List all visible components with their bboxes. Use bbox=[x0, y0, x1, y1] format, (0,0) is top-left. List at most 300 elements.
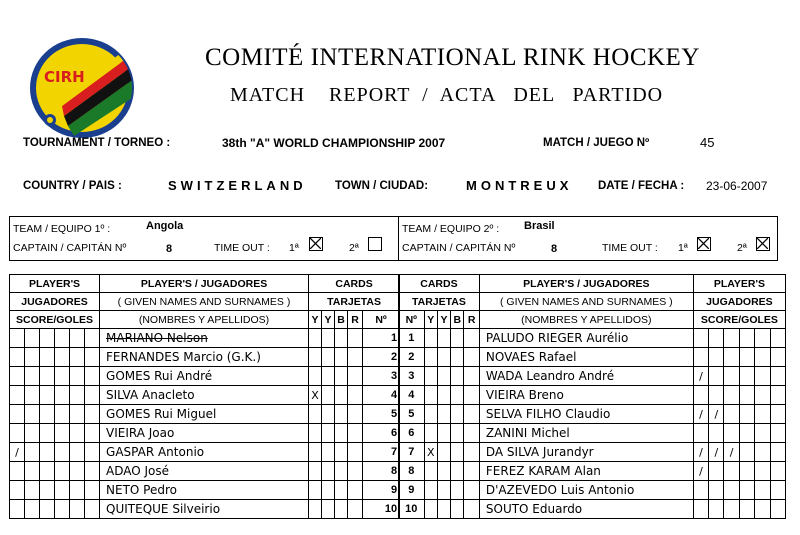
goal-mark-cell bbox=[70, 329, 85, 348]
player-number: 10 bbox=[399, 500, 425, 519]
card-mark-cell bbox=[335, 443, 348, 462]
player-name: WADA Leandro André bbox=[479, 367, 693, 386]
nombres-header: (NOMBRES Y APELLIDOS) bbox=[479, 311, 693, 329]
goal-mark-cell bbox=[709, 348, 724, 367]
card-mark-cell bbox=[322, 367, 335, 386]
card-mark-cell bbox=[335, 386, 348, 405]
player-number: 9 bbox=[399, 481, 425, 500]
goal-mark-cell bbox=[40, 500, 55, 519]
card-mark-cell bbox=[348, 424, 363, 443]
table-row bbox=[10, 443, 400, 462]
goal-mark-cell bbox=[755, 462, 770, 481]
goal-mark-cell bbox=[70, 386, 85, 405]
team2-timeout-second-checkbox[interactable] bbox=[756, 237, 770, 251]
cards-header: CARDS bbox=[399, 275, 480, 293]
card-mark-cell bbox=[309, 424, 322, 443]
goal-mark-cell bbox=[739, 405, 754, 424]
number-header: Nº bbox=[399, 311, 425, 329]
goal-mark-cell bbox=[755, 443, 770, 462]
player-number: 5 bbox=[399, 405, 425, 424]
goal-mark-cell bbox=[770, 443, 785, 462]
cards-header: CARDS bbox=[309, 275, 400, 293]
cirh-logo bbox=[28, 36, 136, 140]
card-mark-cell bbox=[451, 405, 464, 424]
goal-mark-cell: / bbox=[693, 405, 708, 424]
team2-players-table bbox=[398, 274, 786, 519]
card-y2-header: Y bbox=[437, 311, 450, 329]
card-mark-cell bbox=[335, 462, 348, 481]
card-mark-cell bbox=[309, 481, 322, 500]
card-mark-cell bbox=[335, 348, 348, 367]
player-number: 3 bbox=[363, 367, 400, 386]
goal-mark-cell bbox=[724, 367, 739, 386]
goal-mark-cell bbox=[55, 367, 70, 386]
card-mark-cell bbox=[424, 424, 437, 443]
goal-mark-cell bbox=[739, 386, 754, 405]
goal-mark-cell: / bbox=[693, 443, 708, 462]
goal-mark-cell bbox=[10, 424, 25, 443]
card-mark-cell bbox=[322, 329, 335, 348]
card-mark-cell bbox=[451, 500, 464, 519]
goal-mark-cell bbox=[755, 405, 770, 424]
player-name bbox=[100, 500, 309, 519]
card-mark-cell bbox=[437, 386, 450, 405]
card-mark-cell bbox=[451, 462, 464, 481]
goal-mark-cell bbox=[25, 443, 40, 462]
score-goles-header: SCORE/GOLES bbox=[10, 311, 100, 329]
card-mark-cell bbox=[464, 424, 479, 443]
card-mark-cell bbox=[451, 443, 464, 462]
team2-captain-label: CAPTAIN / CAPITÁN Nº bbox=[402, 242, 516, 254]
goal-mark-cell bbox=[85, 329, 100, 348]
table-row bbox=[10, 367, 400, 386]
card-mark-cell bbox=[348, 329, 363, 348]
goal-mark-cell bbox=[770, 500, 785, 519]
card-mark-cell bbox=[451, 329, 464, 348]
goal-mark-cell bbox=[10, 405, 25, 424]
player-number: 2 bbox=[399, 348, 425, 367]
report-subtitle: MATCH REPORT / ACTA DEL PARTIDO bbox=[230, 84, 664, 106]
card-mark-cell bbox=[309, 462, 322, 481]
table-row bbox=[399, 424, 786, 443]
card-mark-cell bbox=[322, 386, 335, 405]
goal-mark-cell bbox=[755, 329, 770, 348]
player-number: 7 bbox=[363, 443, 400, 462]
goal-mark-cell bbox=[693, 500, 708, 519]
goal-mark-cell bbox=[755, 367, 770, 386]
goal-mark-cell bbox=[70, 424, 85, 443]
player-number: 8 bbox=[363, 462, 400, 481]
card-mark-cell bbox=[451, 348, 464, 367]
team2-timeout-first-checkbox[interactable] bbox=[697, 237, 711, 251]
card-mark-cell bbox=[335, 500, 348, 519]
team1-second-label: 2ª bbox=[349, 242, 359, 254]
card-mark-cell bbox=[464, 367, 479, 386]
goal-mark-cell bbox=[25, 405, 40, 424]
goal-mark-cell: / bbox=[10, 443, 25, 462]
tarjetas-header: TARJETAS bbox=[309, 293, 400, 311]
goal-mark-cell bbox=[755, 481, 770, 500]
goal-mark-cell bbox=[724, 500, 739, 519]
goal-mark-cell bbox=[693, 329, 708, 348]
table-row bbox=[10, 386, 400, 405]
goal-mark-cell bbox=[10, 500, 25, 519]
goal-mark-cell bbox=[85, 386, 100, 405]
goal-mark-cell bbox=[85, 405, 100, 424]
goal-mark-cell bbox=[739, 462, 754, 481]
goal-mark-cell bbox=[70, 462, 85, 481]
player-name: NOVAES Rafael bbox=[479, 348, 693, 367]
players-header: PLAYER'S bbox=[693, 275, 785, 293]
table-row bbox=[399, 405, 786, 424]
team1-label: TEAM / EQUIPO 1º : bbox=[13, 223, 111, 235]
goal-mark-cell bbox=[55, 462, 70, 481]
tarjetas-header: TARJETAS bbox=[399, 293, 480, 311]
card-mark-cell bbox=[424, 367, 437, 386]
goal-mark-cell bbox=[709, 367, 724, 386]
goal-mark-cell bbox=[739, 424, 754, 443]
team1-first-label: 1ª bbox=[289, 242, 299, 254]
goal-mark-cell: / bbox=[724, 443, 739, 462]
goal-mark-cell bbox=[739, 348, 754, 367]
goal-mark-cell bbox=[10, 386, 25, 405]
player-name-text: QUITEQUE Silveirio bbox=[106, 502, 221, 516]
card-mark-cell bbox=[437, 481, 450, 500]
card-mark-cell bbox=[437, 462, 450, 481]
team1-timeout-label: TIME OUT : bbox=[214, 242, 270, 254]
team2-timeout-label: TIME OUT : bbox=[602, 242, 658, 254]
town-label: TOWN / CIUDAD: bbox=[335, 180, 429, 192]
player-name: D'AZEVEDO Luis Antonio bbox=[479, 481, 693, 500]
goal-mark-cell bbox=[40, 329, 55, 348]
goal-mark-cell bbox=[40, 348, 55, 367]
tournament-value: 38th "A" WORLD CHAMPIONSHIP 2007 bbox=[222, 136, 446, 150]
number-header: Nº bbox=[363, 311, 400, 329]
card-mark-cell bbox=[322, 405, 335, 424]
table-row bbox=[10, 500, 400, 519]
goal-mark-cell bbox=[55, 481, 70, 500]
goal-mark-cell bbox=[55, 424, 70, 443]
card-mark-cell bbox=[348, 367, 363, 386]
card-mark-cell bbox=[309, 405, 322, 424]
goal-mark-cell bbox=[724, 386, 739, 405]
table-row bbox=[10, 329, 400, 348]
team2-captain-value: 8 bbox=[551, 243, 558, 255]
card-mark-cell bbox=[348, 443, 363, 462]
player-name-text: FERNANDES Marcio (G.K.) bbox=[106, 350, 261, 364]
goal-mark-cell bbox=[85, 443, 100, 462]
player-number: 1 bbox=[363, 329, 400, 348]
goal-mark-cell bbox=[724, 424, 739, 443]
goal-mark-cell bbox=[10, 481, 25, 500]
date-label: DATE / FECHA : bbox=[598, 180, 685, 192]
card-mark-cell bbox=[322, 348, 335, 367]
player-name-text: ADAO José bbox=[106, 464, 170, 478]
card-mark-cell bbox=[451, 424, 464, 443]
goal-mark-cell bbox=[724, 348, 739, 367]
player-name-text: GASPAR Antonio bbox=[106, 445, 205, 459]
table-row bbox=[10, 348, 400, 367]
tournament-label: TOURNAMENT / TORNEO : bbox=[23, 137, 171, 149]
player-name: VIEIRA Breno bbox=[479, 386, 693, 405]
player-number: 10 bbox=[363, 500, 400, 519]
goal-mark-cell bbox=[40, 481, 55, 500]
card-mark-cell bbox=[437, 405, 450, 424]
player-name-text: SILVA Anacleto bbox=[106, 388, 195, 402]
table-row bbox=[399, 462, 786, 481]
player-name: FEREZ KARAM Alan bbox=[479, 462, 693, 481]
card-r-header: R bbox=[348, 311, 363, 329]
goal-mark-cell bbox=[709, 386, 724, 405]
goal-mark-cell bbox=[70, 443, 85, 462]
goal-mark-cell bbox=[40, 367, 55, 386]
goal-mark-cell bbox=[724, 481, 739, 500]
team1-players-table bbox=[9, 274, 400, 519]
given-names-header: ( GIVEN NAMES AND SURNAMES ) bbox=[479, 293, 693, 311]
goal-mark-cell bbox=[85, 348, 100, 367]
goal-mark-cell bbox=[739, 367, 754, 386]
card-mark-cell bbox=[335, 424, 348, 443]
card-mark-cell bbox=[464, 462, 479, 481]
town-value: MONTREUX bbox=[466, 178, 573, 193]
goal-mark-cell bbox=[55, 500, 70, 519]
card-mark-cell bbox=[322, 443, 335, 462]
goal-mark-cell bbox=[85, 367, 100, 386]
team1-captain-value: 8 bbox=[166, 243, 173, 255]
org-title: COMITÉ INTERNATIONAL RINK HOCKEY bbox=[205, 44, 700, 71]
table-row bbox=[10, 424, 400, 443]
card-y1-header: Y bbox=[424, 311, 437, 329]
goal-mark-cell bbox=[770, 367, 785, 386]
player-number: 4 bbox=[363, 386, 400, 405]
player-number: 4 bbox=[399, 386, 425, 405]
card-mark-cell bbox=[437, 424, 450, 443]
date-value: 23-06-2007 bbox=[706, 179, 768, 193]
goal-mark-cell bbox=[770, 481, 785, 500]
card-mark-cell bbox=[424, 386, 437, 405]
goal-mark-cell bbox=[739, 329, 754, 348]
player-number: 5 bbox=[363, 405, 400, 424]
goal-mark-cell bbox=[693, 481, 708, 500]
goal-mark-cell bbox=[25, 348, 40, 367]
table-row bbox=[399, 386, 786, 405]
table-row bbox=[10, 481, 400, 500]
goal-mark-cell bbox=[55, 386, 70, 405]
player-number: 6 bbox=[399, 424, 425, 443]
goal-mark-cell bbox=[10, 329, 25, 348]
table-row bbox=[399, 500, 786, 519]
players-header: PLAYER'S bbox=[10, 275, 100, 293]
goal-mark-cell bbox=[755, 386, 770, 405]
card-mark-cell bbox=[464, 386, 479, 405]
goal-mark-cell bbox=[739, 500, 754, 519]
goal-mark-cell bbox=[693, 348, 708, 367]
card-mark-cell bbox=[348, 386, 363, 405]
goal-mark-cell bbox=[70, 405, 85, 424]
goal-mark-cell bbox=[693, 386, 708, 405]
goal-mark-cell: / bbox=[709, 405, 724, 424]
goal-mark-cell bbox=[770, 348, 785, 367]
nombres-header: (NOMBRES Y APELLIDOS) bbox=[100, 311, 309, 329]
goal-mark-cell bbox=[25, 329, 40, 348]
goal-mark-cell bbox=[755, 500, 770, 519]
card-mark-cell: X bbox=[309, 386, 322, 405]
goal-mark-cell bbox=[724, 462, 739, 481]
goal-mark-cell: / bbox=[693, 367, 708, 386]
goal-mark-cell bbox=[709, 500, 724, 519]
player-name: SOUTO Eduardo bbox=[479, 500, 693, 519]
card-mark-cell bbox=[424, 329, 437, 348]
card-mark-cell bbox=[348, 481, 363, 500]
card-y2-header: Y bbox=[322, 311, 335, 329]
goal-mark-cell bbox=[755, 348, 770, 367]
player-name bbox=[100, 348, 309, 367]
goal-mark-cell bbox=[709, 424, 724, 443]
goal-mark-cell: / bbox=[709, 443, 724, 462]
svg-text:CIRH: CIRH bbox=[44, 68, 85, 86]
score-goles-header: SCORE/GOLES bbox=[693, 311, 785, 329]
team1-timeout-first-checkbox[interactable] bbox=[309, 237, 323, 251]
goal-mark-cell bbox=[709, 329, 724, 348]
player-name bbox=[100, 329, 309, 348]
card-mark-cell bbox=[464, 481, 479, 500]
card-mark-cell bbox=[437, 500, 450, 519]
team2-second-label: 2ª bbox=[737, 242, 747, 254]
card-mark-cell bbox=[424, 481, 437, 500]
player-number: 3 bbox=[399, 367, 425, 386]
goal-mark-cell bbox=[40, 386, 55, 405]
goal-mark-cell bbox=[10, 367, 25, 386]
player-number: 8 bbox=[399, 462, 425, 481]
goal-mark-cell bbox=[70, 500, 85, 519]
goal-mark-cell bbox=[70, 481, 85, 500]
goal-mark-cell bbox=[85, 462, 100, 481]
goal-mark-cell bbox=[70, 367, 85, 386]
goal-mark-cell bbox=[770, 462, 785, 481]
goal-mark-cell bbox=[709, 481, 724, 500]
card-mark-cell bbox=[424, 462, 437, 481]
card-mark-cell bbox=[309, 348, 322, 367]
goal-mark-cell bbox=[770, 386, 785, 405]
card-mark-cell bbox=[451, 386, 464, 405]
player-name bbox=[100, 443, 309, 462]
table-row bbox=[399, 348, 786, 367]
player-name-text: GOMES Rui André bbox=[106, 369, 213, 383]
goal-mark-cell bbox=[770, 329, 785, 348]
country-label: COUNTRY / PAIS : bbox=[23, 180, 122, 192]
card-b-header: B bbox=[335, 311, 348, 329]
goal-mark-cell bbox=[55, 348, 70, 367]
goal-mark-cell bbox=[693, 424, 708, 443]
goal-mark-cell bbox=[739, 481, 754, 500]
goal-mark-cell bbox=[25, 481, 40, 500]
card-mark-cell bbox=[309, 443, 322, 462]
player-number: 2 bbox=[363, 348, 400, 367]
player-name-text: MARIANO Nelson bbox=[106, 331, 208, 345]
player-number: 6 bbox=[363, 424, 400, 443]
team1-captain-label: CAPTAIN / CAPITÁN Nº bbox=[13, 242, 127, 254]
player-name bbox=[100, 405, 309, 424]
card-y1-header: Y bbox=[309, 311, 322, 329]
jugadores-header: JUGADORES bbox=[693, 293, 785, 311]
card-mark-cell bbox=[335, 481, 348, 500]
goal-mark-cell bbox=[40, 462, 55, 481]
goal-mark-cell bbox=[25, 424, 40, 443]
goal-mark-cell bbox=[25, 386, 40, 405]
jugadores-header: JUGADORES bbox=[10, 293, 100, 311]
card-mark-cell bbox=[322, 500, 335, 519]
goal-mark-cell bbox=[724, 405, 739, 424]
player-name bbox=[100, 367, 309, 386]
goal-mark-cell bbox=[709, 462, 724, 481]
card-mark-cell bbox=[464, 348, 479, 367]
table-row bbox=[399, 481, 786, 500]
card-mark-cell bbox=[437, 367, 450, 386]
goal-mark-cell bbox=[85, 424, 100, 443]
card-mark-cell bbox=[309, 500, 322, 519]
team1-timeout-second-checkbox[interactable] bbox=[368, 237, 382, 251]
player-name: ZANINI Michel bbox=[479, 424, 693, 443]
team2-name: Brasil bbox=[524, 220, 555, 232]
table-row bbox=[10, 405, 400, 424]
card-mark-cell bbox=[424, 500, 437, 519]
team2-first-label: 1ª bbox=[678, 242, 688, 254]
card-mark-cell bbox=[437, 348, 450, 367]
card-mark-cell bbox=[464, 443, 479, 462]
player-number: 7 bbox=[399, 443, 425, 462]
country-value: SWITZERLAND bbox=[168, 178, 307, 193]
goal-mark-cell bbox=[40, 443, 55, 462]
player-name bbox=[100, 462, 309, 481]
player-name: DA SILVA Jurandyr bbox=[479, 443, 693, 462]
goal-mark-cell bbox=[10, 348, 25, 367]
card-mark-cell bbox=[322, 462, 335, 481]
player-number: 1 bbox=[399, 329, 425, 348]
goal-mark-cell bbox=[755, 424, 770, 443]
goal-mark-cell bbox=[40, 424, 55, 443]
card-mark-cell bbox=[335, 329, 348, 348]
match-label: MATCH / JUEGO Nº bbox=[543, 137, 650, 149]
card-mark-cell bbox=[335, 405, 348, 424]
goal-mark-cell: / bbox=[693, 462, 708, 481]
match-value: 45 bbox=[700, 135, 715, 150]
goal-mark-cell bbox=[770, 424, 785, 443]
card-mark-cell bbox=[437, 443, 450, 462]
team1-name: Angola bbox=[146, 220, 184, 232]
goal-mark-cell bbox=[25, 367, 40, 386]
player-name bbox=[100, 481, 309, 500]
card-mark-cell bbox=[437, 329, 450, 348]
goal-mark-cell bbox=[724, 329, 739, 348]
goal-mark-cell bbox=[85, 500, 100, 519]
player-name-text: GOMES Rui Miguel bbox=[106, 407, 217, 421]
goal-mark-cell bbox=[25, 462, 40, 481]
card-mark-cell bbox=[348, 348, 363, 367]
card-mark-cell bbox=[424, 405, 437, 424]
player-name-text: NETO Pedro bbox=[106, 483, 177, 497]
goal-mark-cell bbox=[10, 462, 25, 481]
player-name-text: VIEIRA Joao bbox=[106, 426, 175, 440]
table-row bbox=[399, 329, 786, 348]
given-names-header: ( GIVEN NAMES AND SURNAMES ) bbox=[100, 293, 309, 311]
goal-mark-cell bbox=[739, 443, 754, 462]
goal-mark-cell bbox=[40, 405, 55, 424]
card-mark-cell bbox=[464, 500, 479, 519]
card-mark-cell bbox=[322, 481, 335, 500]
team2-label: TEAM / EQUIPO 2º : bbox=[402, 223, 500, 235]
player-name: PALUDO RIEGER Aurélio bbox=[479, 329, 693, 348]
player-name bbox=[100, 424, 309, 443]
